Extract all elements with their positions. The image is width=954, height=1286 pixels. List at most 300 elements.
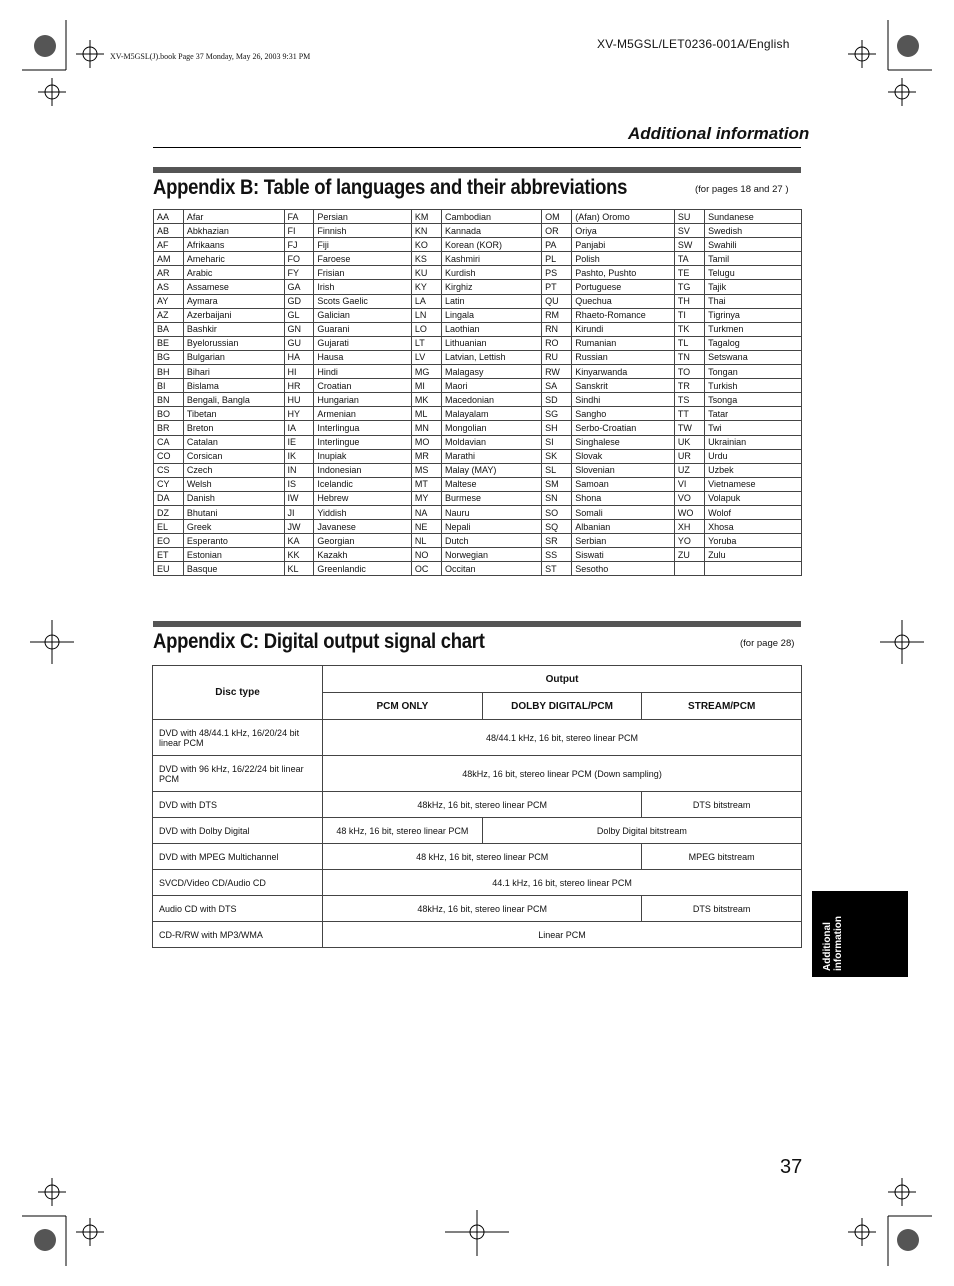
language-row	[154, 562, 802, 576]
language-code: KA	[284, 534, 314, 548]
language-code: KM	[411, 210, 441, 224]
language-code: TO	[674, 365, 704, 379]
language-name: Faroese	[314, 252, 412, 266]
language-code: EO	[154, 534, 184, 548]
language-name: Scots Gaelic	[314, 294, 412, 308]
language-code: GA	[284, 280, 314, 294]
language-code: AR	[154, 266, 184, 280]
language-code: AF	[154, 238, 184, 252]
section-rule	[153, 147, 801, 148]
language-name: Serbo-Croatian	[572, 421, 675, 435]
language-name: Kazakh	[314, 548, 412, 562]
language-code: MK	[411, 393, 441, 407]
language-name: Latin	[442, 294, 542, 308]
language-code: OR	[542, 224, 572, 238]
language-code: AY	[154, 294, 184, 308]
language-name: Danish	[183, 491, 284, 505]
language-name: Greenlandic	[314, 562, 412, 576]
disc-type-cell: SVCD/Video CD/Audio CD	[153, 870, 323, 896]
language-name: Malayalam	[442, 407, 542, 421]
language-code: ET	[154, 548, 184, 562]
language-name: Basque	[183, 562, 284, 576]
output-row	[153, 870, 802, 896]
language-name: Volapuk	[705, 491, 802, 505]
language-name: Greek	[183, 520, 284, 534]
language-name: Rhaeto-Romance	[572, 308, 675, 322]
language-code: SA	[542, 379, 572, 393]
language-code: KS	[411, 252, 441, 266]
language-name: Sesotho	[572, 562, 675, 576]
language-code: MI	[411, 379, 441, 393]
language-code: BR	[154, 421, 184, 435]
language-name: Malagasy	[442, 365, 542, 379]
language-code: UK	[674, 435, 704, 449]
language-name: Tongan	[705, 365, 802, 379]
language-name: Kannada	[442, 224, 542, 238]
language-name: Malay (MAY)	[442, 463, 542, 477]
language-name: Bashkir	[183, 322, 284, 336]
language-name: Korean (KOR)	[442, 238, 542, 252]
language-code: LO	[411, 322, 441, 336]
disc-type-cell: CD-R/RW with MP3/WMA	[153, 922, 323, 948]
language-code: MN	[411, 421, 441, 435]
language-row	[154, 505, 802, 519]
appendix-b-note: (for pages 18 and 27 )	[695, 184, 789, 195]
language-row	[154, 449, 802, 463]
language-name: Breton	[183, 421, 284, 435]
language-code: KN	[411, 224, 441, 238]
language-code: MR	[411, 449, 441, 463]
language-name: Aymara	[183, 294, 284, 308]
language-code: TT	[674, 407, 704, 421]
language-code: ST	[542, 562, 572, 576]
language-code: NE	[411, 520, 441, 534]
language-name: Wolof	[705, 505, 802, 519]
language-name: Latvian, Lettish	[442, 350, 542, 364]
side-tab-label: Additional information	[822, 916, 844, 971]
language-code: UR	[674, 449, 704, 463]
language-name: Bhutani	[183, 505, 284, 519]
language-name: Ameharic	[183, 252, 284, 266]
language-code: BA	[154, 322, 184, 336]
language-code: SD	[542, 393, 572, 407]
pcm-only-header: PCM ONLY	[323, 693, 483, 720]
language-name: (Afan) Oromo	[572, 210, 675, 224]
output-cell: 48kHz, 16 bit, stereo linear PCM (Down sampling)	[323, 756, 802, 792]
language-code: LN	[411, 308, 441, 322]
language-code: SH	[542, 421, 572, 435]
language-code: KK	[284, 548, 314, 562]
output-cell: 48 kHz, 16 bit, stereo linear PCM	[323, 844, 642, 870]
language-code: EU	[154, 562, 184, 576]
language-code: SM	[542, 477, 572, 491]
page-number: 37	[780, 1156, 803, 1178]
language-code: YO	[674, 534, 704, 548]
language-code: HI	[284, 365, 314, 379]
output-row	[153, 844, 802, 870]
language-name: Turkmen	[705, 322, 802, 336]
language-name: Kirundi	[572, 322, 675, 336]
language-code: DZ	[154, 505, 184, 519]
language-code: RM	[542, 308, 572, 322]
disc-type-cell: Audio CD with DTS	[153, 896, 323, 922]
language-name: Afrikaans	[183, 238, 284, 252]
output-row	[153, 720, 802, 756]
language-name: Czech	[183, 463, 284, 477]
language-name: Yoruba	[705, 534, 802, 548]
language-code: IK	[284, 449, 314, 463]
language-name: Georgian	[314, 534, 412, 548]
language-name: Laothian	[442, 322, 542, 336]
language-name: Uzbek	[705, 463, 802, 477]
disc-type-cell: DVD with 96 kHz, 16/22/24 bit linear PCM	[153, 756, 323, 792]
language-name: Occitan	[442, 562, 542, 576]
language-row	[154, 266, 802, 280]
language-name: Kashmiri	[442, 252, 542, 266]
language-row	[154, 224, 802, 238]
language-code: TR	[674, 379, 704, 393]
language-code: ZU	[674, 548, 704, 562]
language-code: MS	[411, 463, 441, 477]
language-name: Bislama	[183, 379, 284, 393]
language-row	[154, 238, 802, 252]
language-code: SN	[542, 491, 572, 505]
language-code: KY	[411, 280, 441, 294]
language-code: TH	[674, 294, 704, 308]
language-code: PS	[542, 266, 572, 280]
language-code: HY	[284, 407, 314, 421]
language-code: LA	[411, 294, 441, 308]
language-code: FO	[284, 252, 314, 266]
language-name: Oriya	[572, 224, 675, 238]
language-name: Mongolian	[442, 421, 542, 435]
language-code: SU	[674, 210, 704, 224]
language-name: Swahili	[705, 238, 802, 252]
language-name: Hausa	[314, 350, 412, 364]
stream-pcm-header: STREAM/PCM	[642, 693, 802, 720]
language-code: FY	[284, 266, 314, 280]
language-row	[154, 308, 802, 322]
output-row	[153, 818, 802, 844]
dolby-digital-pcm-header: DOLBY DIGITAL/PCM	[482, 693, 642, 720]
language-name: Tsonga	[705, 393, 802, 407]
appendix-c-title: Appendix C: Digital output signal chart	[153, 630, 485, 653]
language-row	[154, 534, 802, 548]
language-name: Zulu	[705, 548, 802, 562]
language-code: RW	[542, 365, 572, 379]
language-name: Somali	[572, 505, 675, 519]
language-code: MO	[411, 435, 441, 449]
output-cell: Linear PCM	[323, 922, 802, 948]
output-cell: Dolby Digital bitstream	[482, 818, 801, 844]
language-code: KL	[284, 562, 314, 576]
language-name: Esperanto	[183, 534, 284, 548]
disc-type-cell: DVD with Dolby Digital	[153, 818, 323, 844]
output-cell: 48kHz, 16 bit, stereo linear PCM	[323, 792, 642, 818]
output-header: Output	[323, 666, 802, 693]
language-name: Rumanian	[572, 336, 675, 350]
language-code: DA	[154, 491, 184, 505]
language-name: Polish	[572, 252, 675, 266]
language-code: TA	[674, 252, 704, 266]
language-name: Sindhi	[572, 393, 675, 407]
book-info-line: XV-M5GSL(J).book Page 37 Monday, May 26, 2003 9:31 PM	[110, 52, 311, 61]
output-cell: 48 kHz, 16 bit, stereo linear PCM	[323, 818, 483, 844]
language-code: NO	[411, 548, 441, 562]
output-row	[153, 896, 802, 922]
language-row	[154, 379, 802, 393]
language-code: SW	[674, 238, 704, 252]
language-code: VO	[674, 491, 704, 505]
language-code: PA	[542, 238, 572, 252]
language-name: Galician	[314, 308, 412, 322]
language-name: Assamese	[183, 280, 284, 294]
language-code: RO	[542, 336, 572, 350]
language-code: PL	[542, 252, 572, 266]
output-cell: DTS bitstream	[642, 896, 802, 922]
language-name: Albanian	[572, 520, 675, 534]
language-name: Tigrinya	[705, 308, 802, 322]
language-name: Siswati	[572, 548, 675, 562]
language-code: SO	[542, 505, 572, 519]
output-row	[153, 756, 802, 792]
language-name: Dutch	[442, 534, 542, 548]
side-tab	[812, 891, 908, 977]
language-row	[154, 365, 802, 379]
disc-type-cell: DVD with DTS	[153, 792, 323, 818]
language-code: FJ	[284, 238, 314, 252]
language-name: Indonesian	[314, 463, 412, 477]
language-name: Tibetan	[183, 407, 284, 421]
language-row	[154, 463, 802, 477]
language-code: GN	[284, 322, 314, 336]
language-name: Inupiak	[314, 449, 412, 463]
language-name: Norwegian	[442, 548, 542, 562]
language-name: Tatar	[705, 407, 802, 421]
disc-type-cell: DVD with 48/44.1 kHz, 16/20/24 bit linear PCM	[153, 720, 323, 756]
language-code: FI	[284, 224, 314, 238]
language-code: AA	[154, 210, 184, 224]
language-code: JI	[284, 505, 314, 519]
appendix-c-note: (for page 28)	[740, 638, 795, 649]
language-name: Tamil	[705, 252, 802, 266]
language-code: SV	[674, 224, 704, 238]
language-name: Russian	[572, 350, 675, 364]
language-code: AZ	[154, 308, 184, 322]
language-code: BE	[154, 336, 184, 350]
language-name: Abkhazian	[183, 224, 284, 238]
language-code: RU	[542, 350, 572, 364]
language-code: CA	[154, 435, 184, 449]
language-code: CS	[154, 463, 184, 477]
language-code: RN	[542, 322, 572, 336]
language-code: XH	[674, 520, 704, 534]
language-name: Guarani	[314, 322, 412, 336]
language-row	[154, 548, 802, 562]
language-name: Twi	[705, 421, 802, 435]
language-name: Sundanese	[705, 210, 802, 224]
language-name: Afar	[183, 210, 284, 224]
language-name: Macedonian	[442, 393, 542, 407]
language-row	[154, 407, 802, 421]
language-code: SL	[542, 463, 572, 477]
language-code: AS	[154, 280, 184, 294]
language-row	[154, 350, 802, 364]
language-name: Nauru	[442, 505, 542, 519]
output-cell: 48/44.1 kHz, 16 bit, stereo linear PCM	[323, 720, 802, 756]
output-cell: 48kHz, 16 bit, stereo linear PCM	[323, 896, 642, 922]
language-code: KU	[411, 266, 441, 280]
language-code: SK	[542, 449, 572, 463]
language-name: Samoan	[572, 477, 675, 491]
language-code: KO	[411, 238, 441, 252]
language-name: Croatian	[314, 379, 412, 393]
language-name: Quechua	[572, 294, 675, 308]
disc-type-cell: DVD with MPEG Multichannel	[153, 844, 323, 870]
digital-output-table	[152, 665, 802, 948]
language-name: Welsh	[183, 477, 284, 491]
language-name: Swedish	[705, 224, 802, 238]
output-row	[153, 922, 802, 948]
language-row	[154, 421, 802, 435]
language-name: Nepali	[442, 520, 542, 534]
language-code: EL	[154, 520, 184, 534]
language-code: LV	[411, 350, 441, 364]
language-row	[154, 210, 802, 224]
language-name: Portuguese	[572, 280, 675, 294]
language-name: Javanese	[314, 520, 412, 534]
language-name: Finnish	[314, 224, 412, 238]
language-name: Kirghiz	[442, 280, 542, 294]
language-name: Bihari	[183, 365, 284, 379]
language-name: Shona	[572, 491, 675, 505]
language-row	[154, 435, 802, 449]
language-name: Urdu	[705, 449, 802, 463]
language-name: Vietnamese	[705, 477, 802, 491]
language-name: Ukrainian	[705, 435, 802, 449]
language-row	[154, 322, 802, 336]
language-code: TL	[674, 336, 704, 350]
language-code: SR	[542, 534, 572, 548]
language-code: LT	[411, 336, 441, 350]
output-cell: DTS bitstream	[642, 792, 802, 818]
language-name: Cambodian	[442, 210, 542, 224]
document-code: XV-M5GSL/LET0236-001A/English	[597, 37, 790, 51]
language-name: Lingala	[442, 308, 542, 322]
language-name: Frisian	[314, 266, 412, 280]
language-code: PT	[542, 280, 572, 294]
language-name: Setswana	[705, 350, 802, 364]
language-code: NA	[411, 505, 441, 519]
language-code: JW	[284, 520, 314, 534]
language-name: Fiji	[314, 238, 412, 252]
language-name: Sangho	[572, 407, 675, 421]
language-name: Maori	[442, 379, 542, 393]
language-code: CO	[154, 449, 184, 463]
language-code: SQ	[542, 520, 572, 534]
language-name: Interlingue	[314, 435, 412, 449]
language-name: Azerbaijani	[183, 308, 284, 322]
language-name: Kurdish	[442, 266, 542, 280]
language-code: AB	[154, 224, 184, 238]
language-code: UZ	[674, 463, 704, 477]
language-name: Singhalese	[572, 435, 675, 449]
language-code: BH	[154, 365, 184, 379]
appendix-b-bar	[153, 167, 801, 173]
language-name: Xhosa	[705, 520, 802, 534]
language-name: Arabic	[183, 266, 284, 280]
language-code: MY	[411, 491, 441, 505]
language-name: Turkish	[705, 379, 802, 393]
language-code: TS	[674, 393, 704, 407]
language-code: SS	[542, 548, 572, 562]
language-name: Hebrew	[314, 491, 412, 505]
language-code: TE	[674, 266, 704, 280]
language-name: Tagalog	[705, 336, 802, 350]
language-code: TK	[674, 322, 704, 336]
language-code: TN	[674, 350, 704, 364]
language-name: Maltese	[442, 477, 542, 491]
language-code: QU	[542, 294, 572, 308]
language-row	[154, 477, 802, 491]
output-row	[153, 792, 802, 818]
language-code: MG	[411, 365, 441, 379]
language-name: Catalan	[183, 435, 284, 449]
language-code: TI	[674, 308, 704, 322]
language-name: Telugu	[705, 266, 802, 280]
language-code: IW	[284, 491, 314, 505]
language-name: Serbian	[572, 534, 675, 548]
language-code: IE	[284, 435, 314, 449]
language-name: Tajik	[705, 280, 802, 294]
language-code: NL	[411, 534, 441, 548]
language-code: GU	[284, 336, 314, 350]
language-name: Moldavian	[442, 435, 542, 449]
disc-type-header: Disc type	[153, 666, 323, 720]
language-name: Slovenian	[572, 463, 675, 477]
language-name: Burmese	[442, 491, 542, 505]
language-code: OM	[542, 210, 572, 224]
output-cell: MPEG bitstream	[642, 844, 802, 870]
language-name: Sanskrit	[572, 379, 675, 393]
language-name: Estonian	[183, 548, 284, 562]
language-code: AM	[154, 252, 184, 266]
language-name: Slovak	[572, 449, 675, 463]
language-code: SG	[542, 407, 572, 421]
language-name: Interlingua	[314, 421, 412, 435]
appendix-b-title: Appendix B: Table of languages and their abbreviations	[153, 176, 628, 199]
language-name: Pashto, Pushto	[572, 266, 675, 280]
language-name: Panjabi	[572, 238, 675, 252]
language-row	[154, 393, 802, 407]
language-code	[674, 562, 704, 576]
language-code: BN	[154, 393, 184, 407]
language-name: Lithuanian	[442, 336, 542, 350]
language-name: Persian	[314, 210, 412, 224]
language-name: Gujarati	[314, 336, 412, 350]
language-name: Hindi	[314, 365, 412, 379]
language-code: OC	[411, 562, 441, 576]
language-code: TG	[674, 280, 704, 294]
appendix-c-bar	[153, 621, 801, 627]
language-table	[153, 209, 802, 576]
language-name: Bulgarian	[183, 350, 284, 364]
language-row	[154, 252, 802, 266]
language-code: HR	[284, 379, 314, 393]
language-name: Yiddish	[314, 505, 412, 519]
language-code: VI	[674, 477, 704, 491]
section-title: Additional information	[628, 124, 810, 143]
